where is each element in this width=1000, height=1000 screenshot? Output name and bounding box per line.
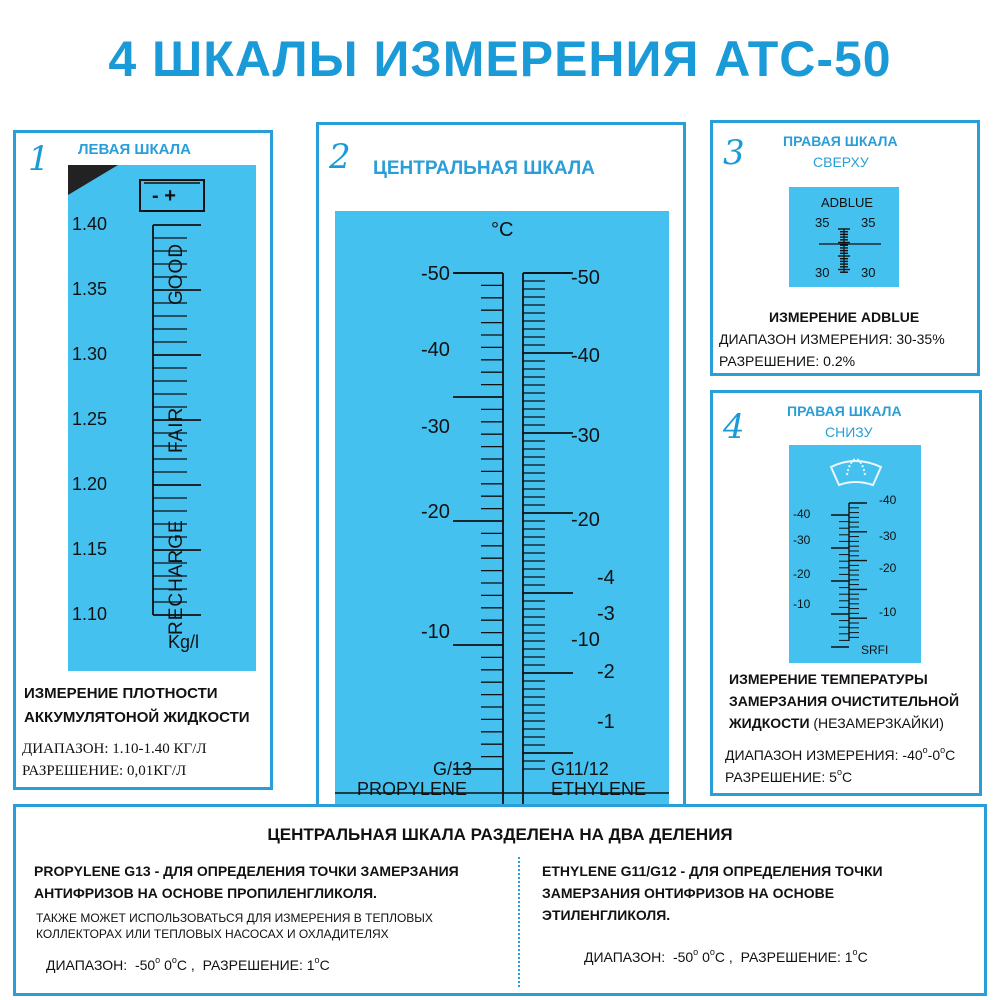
left-line2: АНТИФРИЗОВ НА ОСНОВЕ ПРОПИЛЕНГЛИКОЛЯ. (34, 885, 377, 901)
left-note2: КОЛЛЕКТОРАХ ИЛИ ТЕПЛОВЫХ НАСОСАХ И ОХЛАДИТЕЛЯХ (36, 927, 389, 941)
panel-right-bottom-scale (710, 390, 982, 796)
right-tick-label: -50 (571, 267, 600, 289)
right-tick-label: -40 (571, 345, 600, 367)
desc-line2: ЗАМЕРЗАНИЯ ОЧИСТИТЕЛЬНОЙ (729, 693, 960, 709)
panel-heading: ПРАВАЯ ШКАЛА (787, 403, 902, 419)
panel-sub: СВЕРХУ (813, 154, 869, 170)
right-extra-label: -3 (597, 603, 615, 625)
right-tick-label: -10 (879, 605, 897, 619)
right-label-g1112: G11/12 (551, 759, 609, 779)
right-tick-label: -10 (571, 629, 600, 651)
degree-sign: o (693, 947, 699, 957)
left-label-propylene: PROPYLENE (357, 779, 468, 799)
right-extra-label: -2 (597, 661, 615, 683)
left-tick-label: -50 (421, 263, 450, 285)
res-unit: C (841, 769, 853, 785)
res-prefix: РАЗРЕШЕНИЕ: 5 (725, 769, 837, 785)
degree-sign: o (155, 955, 161, 965)
right-line2: ЗАМЕРЗАНИЯ ОНТИФРИЗОВ НА ОСНОВЕ (542, 885, 835, 901)
resolution-text (725, 769, 852, 785)
panel-left-scale (13, 130, 273, 790)
range-value: -50 (672, 949, 694, 965)
antifreeze-scale-graphic (335, 211, 669, 805)
res-label: РАЗРЕШЕНИЕ: 1 (202, 957, 315, 973)
panel-heading: ПРАВАЯ ШКАЛА (783, 133, 898, 149)
range-unit: C (176, 957, 188, 973)
degree-sign: o (922, 745, 928, 755)
divider (518, 857, 521, 987)
resolution-text: РАЗРЕШЕНИЕ: 0.2% (719, 353, 856, 369)
right-label-ethylene: ETHYLENE (551, 779, 647, 799)
adblue-scale (789, 187, 899, 287)
degree-sign: o (852, 947, 858, 957)
degree-sign: o (314, 955, 320, 965)
bottom-heading: ЦЕНТРАЛЬНАЯ ШКАЛА РАЗДЕЛЕНА НА ДВА ДЕЛЕНИЯ (267, 825, 733, 844)
left-tick-label: -30 (421, 416, 450, 438)
right-tick-label: -40 (879, 493, 897, 507)
left-tick-label: -20 (421, 501, 450, 523)
right-extra-label: -4 (597, 567, 615, 589)
zone-fair: FAIR (166, 406, 187, 453)
panel-heading: ЛЕВАЯ ШКАЛА (78, 141, 191, 158)
zone-recharge: RECHARGE (166, 519, 187, 635)
left-tick-label: -10 (793, 597, 811, 611)
left-range-line: ДИАПАЗОН: -50$^o$ 0$^o$C , РАЗРЕШЕНИЕ: 1$^o$C (46, 955, 330, 973)
density-scale (68, 165, 256, 671)
range-mid: -0 (927, 747, 941, 763)
tick-label: 1.20 (72, 474, 108, 494)
tick-30-left: 30 (815, 265, 830, 280)
adblue-label: ADBLUE (821, 195, 874, 210)
tick-label: 1.25 (72, 409, 108, 429)
tick-label: 1.10 (72, 604, 108, 624)
tick-label: 1.35 (72, 279, 108, 299)
dark-corner (68, 165, 118, 195)
degree-sign: o (171, 955, 177, 965)
range-value: -50 (134, 957, 156, 973)
range-value2: 0 (702, 949, 710, 965)
right-tick-label: -30 (571, 425, 600, 447)
desc-line2: АККУМУЛЯТОНОЙ ЖИДКОСТИ (24, 709, 250, 726)
tick-35-left: 35 (815, 215, 830, 230)
washer-fluid-scale (789, 445, 921, 663)
desc-line3 (729, 715, 944, 731)
range-unit: C (714, 949, 726, 965)
range-label: ДИАПАЗОН: (584, 949, 666, 965)
right-extra-label: -1 (597, 711, 615, 733)
panel-sub: СНИЗУ (825, 424, 873, 440)
tick-35-right: 35 (861, 215, 876, 230)
range-label: ДИАПАЗОН: (46, 957, 128, 973)
left-tick-label: -40 (793, 507, 811, 521)
desc-line3-normal: (НЕЗАМЕРЗКАЙКИ) (813, 715, 944, 731)
tick-30-right: 30 (861, 265, 876, 280)
degree-sign: o (940, 745, 946, 755)
degree-sign: o (836, 767, 842, 777)
washer-fluid-scale-graphic (789, 445, 921, 663)
left-tick-label: -30 (793, 533, 811, 547)
battery-sign: - + (152, 185, 176, 207)
range-text (725, 747, 955, 763)
panel-number: 4 (723, 407, 745, 447)
left-line1: PROPYLENE G13 - ДЛЯ ОПРЕДЕЛЕНИЯ ТОЧКИ ЗАМЕРЗАНИЯ (34, 863, 459, 879)
range-prefix: ДИАПАЗОН ИЗМЕРЕНИЯ: -40 (725, 747, 923, 763)
tick-label: 1.40 (72, 214, 108, 234)
right-tick-label: -20 (571, 509, 600, 531)
range-value2: 0 (164, 957, 172, 973)
desc-line3-bold: ЖИДКОСТИ (729, 715, 810, 731)
tick-label: 1.15 (72, 539, 108, 559)
panel-center-scale (316, 122, 686, 810)
degree-sign: o (709, 947, 715, 957)
panel-number: 3 (723, 133, 745, 173)
antifreeze-scale (335, 211, 669, 805)
res-unit: C (319, 957, 330, 973)
right-range-line: ДИАПАЗОН: -50$^o$ 0$^o$C , РАЗРЕШЕНИЕ: 1$^o$C (584, 947, 868, 965)
desc-text: ИЗМЕРЕНИЕ ADBLUE (769, 309, 920, 325)
unit-label: Kg/l (168, 632, 200, 652)
tick-label: 1.30 (72, 344, 108, 364)
res-label: РАЗРЕШЕНИЕ: 1 (740, 949, 853, 965)
left-tick-label: -40 (421, 339, 450, 361)
srfi-label: SRFI (861, 643, 889, 657)
panel-right-top-scale (710, 120, 980, 376)
right-tick-label: -30 (879, 529, 897, 543)
left-note1: ТАКЖЕ МОЖЕТ ИСПОЛЬЗОВАТЬСЯ ДЛЯ ИЗМЕРЕНИЯ В ТЕПЛОВЫХ (36, 911, 433, 925)
panel-center-explanation (13, 804, 987, 996)
desc-line1: ИЗМЕРЕНИЕ ПЛОТНОСТИ (24, 685, 218, 702)
res-unit: C (857, 949, 868, 965)
desc-line1: ИЗМЕРЕНИЕ ТЕМПЕРАТУРЫ (729, 671, 928, 687)
range-text: ДИАПАЗОН: 1.10-1.40 КГ/Л (22, 741, 207, 757)
panel-heading: ЦЕНТРАЛЬНАЯ ШКАЛА (373, 158, 595, 179)
range-unit: C (945, 747, 956, 763)
right-line1: ETHYLENE G11/G12 - ДЛЯ ОПРЕДЕЛЕНИЯ ТОЧКИ (542, 863, 883, 879)
windshield-icon (831, 459, 881, 485)
right-line3: ЭТИЛЕНГЛИКОЛЯ. (542, 907, 671, 923)
resolution-text: РАЗРЕШЕНИЕ: 0,01КГ/Л (22, 763, 187, 779)
right-tick-label: -20 (879, 561, 897, 575)
unit-celsius: °C (491, 219, 514, 241)
panel-number: 2 (329, 137, 351, 177)
left-label-g13: G/13 (433, 759, 473, 779)
page-title: 4 ШКАЛЫ ИЗМЕРЕНИЯ ATC-50 (108, 31, 892, 87)
left-tick-label: -20 (793, 567, 811, 581)
range-text: ДИАПАЗОН ИЗМЕРЕНИЯ: 30-35% (719, 331, 945, 347)
left-tick-label: -10 (421, 621, 450, 643)
panel-number: 1 (28, 139, 50, 179)
zone-good: GOOD (166, 242, 187, 305)
